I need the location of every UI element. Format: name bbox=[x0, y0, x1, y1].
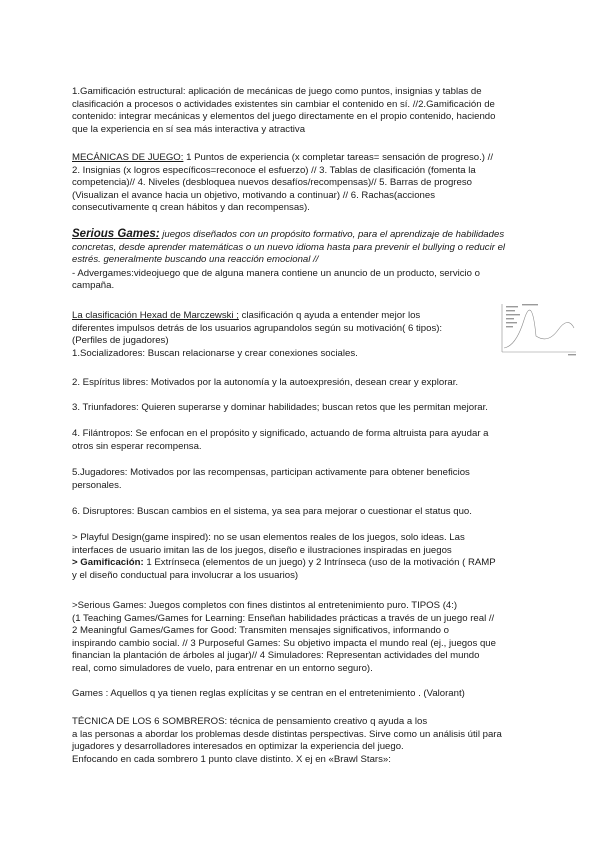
text-line: (Visualizan el avance hacia un objetivo, motivando a continuar) // 6. Rachas(acciones bbox=[72, 189, 435, 201]
text-line: competencia)// 4. Niveles (desbloquea nuevos desafíos/recompensas)// 5. Barras de progreso bbox=[72, 177, 472, 189]
text-line: técnica de pensamiento creativo q ayuda a los bbox=[227, 716, 428, 727]
paragraph-mecanicas bbox=[72, 152, 532, 215]
paragraph-games bbox=[72, 688, 532, 701]
hexad-figure-thumbnail bbox=[496, 300, 580, 360]
text-line: 3. Triunfadores: Quieren superarse y dominar habilidades; buscan retos que les permitan mejorar. bbox=[72, 402, 488, 413]
text-line: > Playful Design(game inspired): no se usan elementos reales de los juegos, solo ideas. Las bbox=[72, 532, 465, 543]
text-line: campaña. bbox=[72, 280, 115, 292]
text-line: 2 Meaningful Games/Games for Good: Transmiten mensajes significativos, informando o bbox=[72, 625, 449, 637]
text-line: 2. Insignias (x logros específicos=reconoce el esfuerzo) // 3. Tablas de clasificación (fomenta la bbox=[72, 164, 476, 176]
text-line: inspirando cambio social. // 3 Purposeful Games: Su objetivo impacta el mundo real (ej., juegos que bbox=[72, 637, 496, 649]
sombreros-heading: TÉCNICA DE LOS 6 SOMBREROS: bbox=[72, 716, 228, 727]
text-line: a las personas a abordar los problemas desde distintas perspectivas. Sirve como un análisis útil para bbox=[72, 728, 502, 740]
text-line: clasificación a procesos o actividades existentes sin cambiar el contenido en sí. //2.Gamificación de bbox=[72, 98, 495, 110]
serious-games-heading: Serious Games: bbox=[72, 228, 160, 240]
text-line: contenido: integrar mecánicas y elementos del juego directamente en el propio contenido, haciendo bbox=[72, 111, 496, 123]
text-line: que la experiencia en sí sea más interactiva y atractiva bbox=[72, 123, 306, 135]
text-line: Enfocando en cada sombrero 1 punto clave distinto. X ej en «Brawl Stars»: bbox=[72, 753, 391, 765]
text-line: estrés. generalmente buscando una reacción emocional // bbox=[72, 254, 319, 266]
paragraph-hexad bbox=[72, 310, 532, 360]
text-line: clasificación q ayuda a entender mejor los bbox=[238, 310, 421, 321]
text-line: 1.Socializadores: Buscan relacionarse y crear conexiones sociales. bbox=[72, 347, 358, 359]
gamificacion-label: > Gamificación: bbox=[72, 557, 144, 569]
text-line: diferentes impulsos detrás de los usuarios agrupandolos según su motivación( 6 tipos): bbox=[72, 322, 443, 334]
text-line: 5.Jugadores: Motivados por las recompensas, participan activamente para obtener beneficios bbox=[72, 467, 470, 478]
text-line: interfaces de usuario imitan las de los juegos, diseño e ilustraciones inspiradas en juegos bbox=[72, 544, 452, 556]
text-line: 2. Espíritus libres: Motivados por la autonomía y la autoexpresión, desean crear y explorar. bbox=[72, 377, 459, 388]
text-line: y el diseño conductual para involucrar a los usuarios) bbox=[72, 569, 299, 581]
text-line: 1 Extrínseca (elementos de un juego) y 2 Intrínseca (uso de la motivación ( RAMP bbox=[143, 557, 496, 569]
hexad-item-disruptores bbox=[72, 506, 532, 519]
text-line: Games : Aquellos q ya tienen reglas explícitas y se centran en el entretenimiento . (Valorant) bbox=[72, 688, 465, 699]
text-line: personales. bbox=[72, 479, 122, 491]
hexad-item-jugadores bbox=[72, 467, 532, 492]
text-line: consecutivamente q crean hábitos y dan recompensas). bbox=[72, 202, 310, 214]
text-line: 1 Puntos de experiencia (x completar tareas= sensación de progreso.) // bbox=[183, 152, 493, 163]
text-line: (1 Teaching Games/Games for Learning: Enseñan habilidades prácticas a través de un juego real // bbox=[72, 612, 495, 624]
text-line: 6. Disruptores: Buscan cambios en el sistema, ya sea para mejorar o cuestionar el status quo. bbox=[72, 506, 472, 517]
text-line: 4. Filántropos: Se enfocan en el propósito y significado, actuando de forma altruista para ayudar a bbox=[72, 428, 489, 439]
hexad-item-triunfadores bbox=[72, 402, 532, 415]
paragraph-seis-sombreros bbox=[72, 716, 532, 766]
paragraph-serious-games bbox=[72, 228, 532, 293]
paragraph-gamificacion-tipos bbox=[72, 86, 532, 136]
text-line: (Perfiles de jugadores) bbox=[72, 335, 169, 347]
text-line: juegos diseñados con un propósito formativo, para el aprendizaje de habilidades bbox=[159, 229, 505, 240]
text-line: jugadores y desarrolladores interesados en optimizar la experiencia del juego. bbox=[72, 741, 404, 753]
paragraph-serious-games-tipos bbox=[72, 600, 532, 676]
text-line: - Advergames:videojuego que de alguna manera contiene un anuncio de un producto, servicio o bbox=[72, 267, 481, 279]
text-line: otros sin esperar recompensa. bbox=[72, 440, 202, 452]
hexad-item-espiritus-libres bbox=[72, 377, 532, 390]
hexad-heading: La clasificación Hexad de Marczewski ; bbox=[72, 310, 239, 321]
text-line: 1.Gamificación estructural: aplicación de mecánicas de juego como puntos, insignias y tablas de bbox=[72, 86, 482, 97]
text-line: >Serious Games: Juegos completos con fines distintos al entretenimiento puro. TIPOS (4:) bbox=[72, 600, 458, 611]
text-line: real, como simuladores de vuelo, para entrenar en un entorno seguro). bbox=[72, 662, 373, 674]
mecanicas-heading: MECÁNICAS DE JUEGO: bbox=[72, 152, 184, 163]
paragraph-playful-design bbox=[72, 532, 532, 582]
text-line: financian la plantación de árboles al jugar)// 4 Simuladores: Representan actividades del mundo bbox=[72, 650, 480, 662]
text-line: concretas, desde aprender matemáticas o un nuevo idioma hasta para prevenir el bullying o reducir el bbox=[72, 241, 506, 253]
hexad-item-filantropos bbox=[72, 428, 532, 453]
